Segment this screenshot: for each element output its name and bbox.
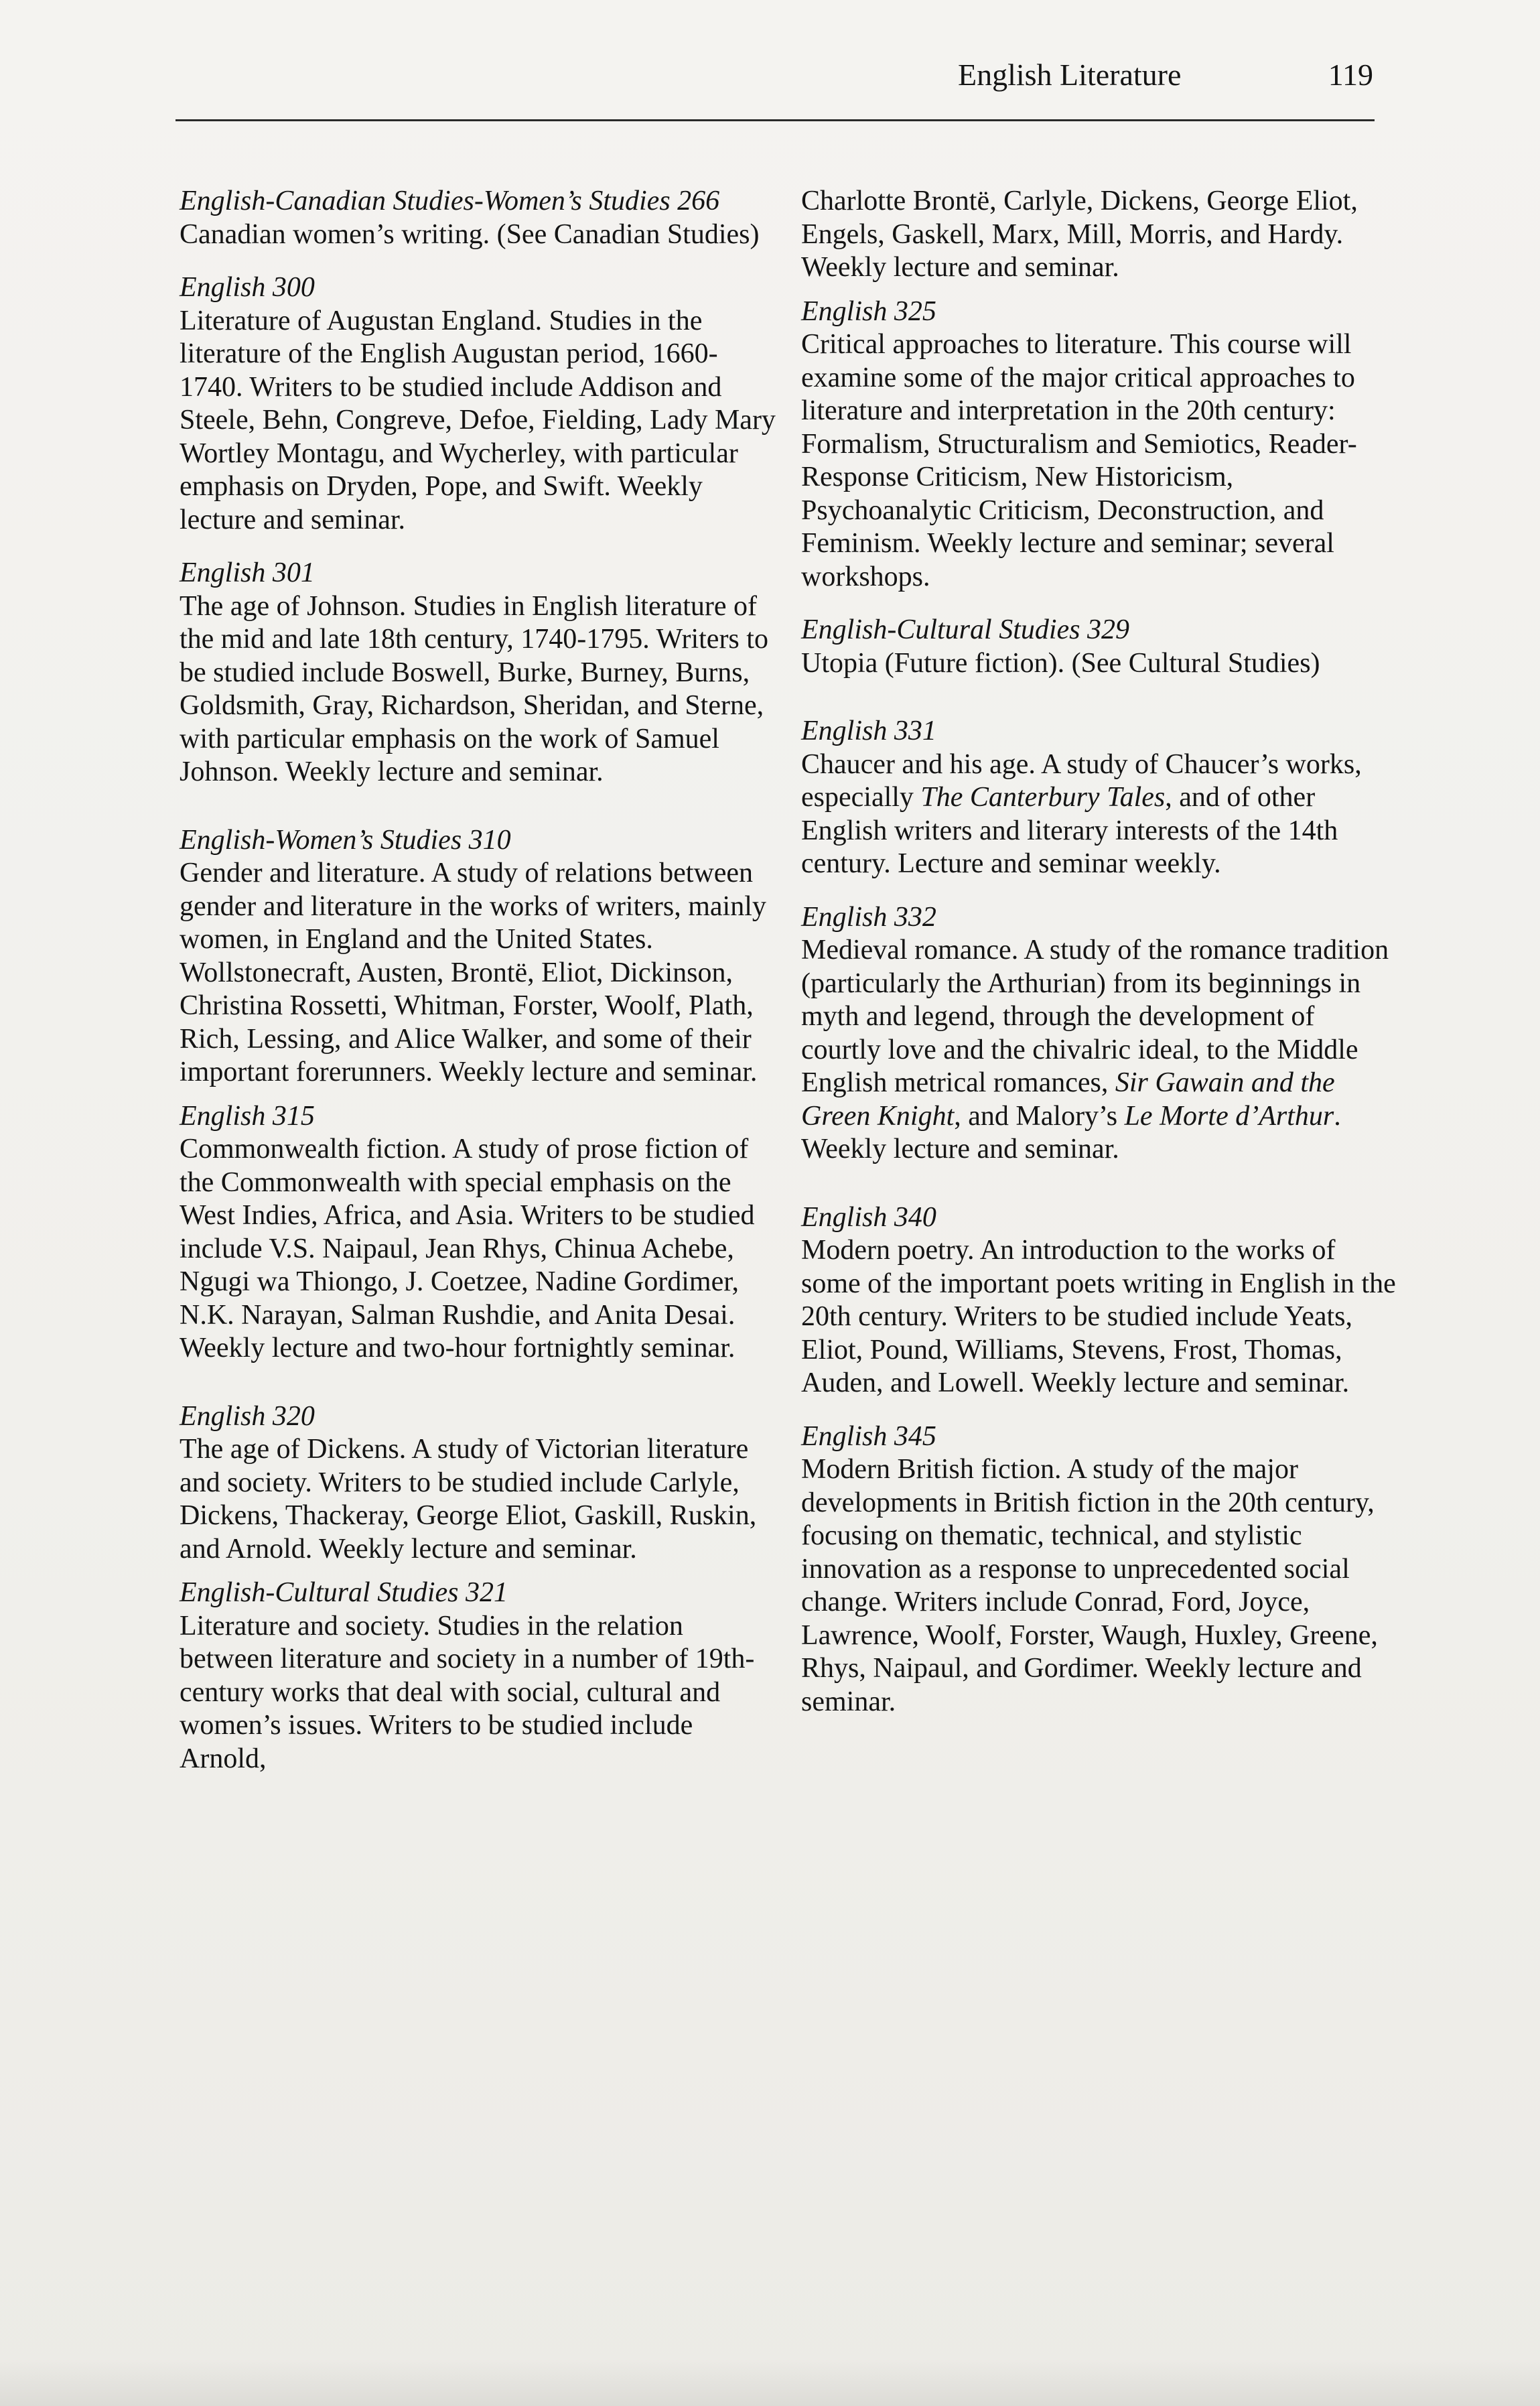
course-entry [180,1100,779,1365]
description-text: . Weekly lecture and seminar. [801,1100,1341,1164]
course-heading: English 345 [801,1420,936,1452]
course-entry [180,185,779,251]
course-description [801,934,1401,1166]
course-entry [180,557,779,789]
course-description: Commonwealth fiction. A study of prose fiction of the Commonwealth with special emphasis on the West Indies, Africa, and Asia. Writers to be studied include V.S. Naipaul, Jean Rhys, Chinua Achebe, Ngugi wa Thiongo, J. Coetzee, Nadine Gordimer, N.K. Narayan, Salman Rushdie, and Anita Desai. Weekly lecture and two-hour fortnightly seminar. [180,1134,755,1363]
course-description: The age of Johnson. Studies in English literature of the mid and late 18th century, 1740-1795. Writers to be studied include Boswell, Burke, Burney, Burns, Goldsmith, Gray, Richardson, Sheridan, and Sterne, with particular emphasis on the work of Samuel Johnson. Weekly lecture and seminar. [180,590,768,787]
course-entry [801,295,1401,594]
course-description: The age of Dickens. A study of Victorian literature and society. Writers to be studied include Carlyle, Dickens, Thackeray, George Eliot, Gaskill, Ruskin, and Arnold. Weekly lecture and seminar. [180,1434,757,1564]
course-description: Gender and literature. A study of relations between gender and literature in the works of writers, mainly women, in England and the United States. Wollstonecraft, Austen, Brontë, Eliot, Dickinson, Christina Rossetti, Whitman, Forster, Woolf, Plath, Rich, Lessing, and Alice Walker, and some of their important forerunners. Weekly lecture and seminar. [180,858,766,1087]
course-description: Canadian women’s writing. (See Canadian Studies) [180,218,760,250]
page-bottom-shadow [0,2359,1540,2406]
course-entry [180,1400,779,1566]
course-entry [801,1201,1401,1400]
work-title: Sir Gawain and the Green Knight [801,1067,1335,1132]
course-heading: English 325 [801,295,936,327]
course-entry [801,901,1401,1166]
page-number: 119 [1328,58,1373,92]
course-heading: English-Canadian Studies-Women’s Studies 266 [180,186,720,216]
course-heading: English-Cultural Studies 321 [180,1577,508,1608]
course-entry [801,614,1401,680]
course-entry [801,715,1401,881]
course-heading: English 332 [801,901,936,933]
course-heading: English 300 [180,272,315,303]
course-heading: English 320 [180,1400,315,1432]
course-description: Literature and society. Studies in the relation between literature and society in a number of 19th-century works that deal with social, cultural and women’s issues. Writers to be studied include Arnold, [180,1610,755,1774]
course-entry [180,824,779,1089]
work-title: The Canterbury Tales [920,782,1166,813]
right-column [801,185,1401,1719]
course-heading: English 301 [180,557,315,588]
course-heading: English-Cultural Studies 329 [801,614,1130,645]
course-description: Utopia (Future fiction). (See Cultural Studies) [801,647,1320,679]
description-text: Chaucer and his age. A study of Chaucer’s works, especially [801,748,1362,813]
running-head [958,48,1373,102]
course-entry [180,1577,779,1776]
work-title: Le Morte d’Arthur [1124,1100,1334,1132]
description-text: , and Malory’s [954,1100,1125,1132]
course-description: Modern poetry. An introduction to the works of some of the important poets writing in English in the 20th century. Writers to be studied include Yeats, Eliot, Pound, Williams, Stevens, Frost, Thomas, Auden, and Lowell. Weekly lecture and seminar. [801,1235,1396,1398]
course-entry [801,1420,1401,1719]
course-description: Modern British fiction. A study of the major developments in British fiction in the 20th century, focusing on thematic, technical, and stylistic innovation as a response to unprecedented social change. Writers include Conrad, Ford, Joyce, Lawrence, Woolf, Forster, Waugh, Huxley, Greene, Rhys, Naipaul, and Gordimer. Weekly lecture and seminar. [801,1454,1378,1717]
course-heading: English 340 [801,1201,936,1233]
description-text: , and of other English writers and literary interests of the 14th century. Lecture and seminar weekly. [801,782,1338,879]
course-entry-continued [801,185,1401,285]
course-description: Literature of Augustan England. Studies in the literature of the English Augustan period, 1660-1740. Writers to be studied include Addison and Steele, Behn, Congreve, Defoe, Fielding, Lady Mary Wortley Montagu, and Wycherley, with particular emphasis on Dryden, Pope, and Swift. Weekly lecture and seminar. [180,305,776,535]
course-entry [180,271,779,537]
course-description: Charlotte Brontë, Carlyle, Dickens, George Eliot, Engels, Gaskell, Marx, Mill, Morris, and Hardy. Weekly lecture and seminar. [801,186,1358,283]
running-head-title: English Literature [958,58,1182,92]
course-heading: English 315 [180,1100,315,1132]
course-heading: English 331 [801,716,936,746]
course-description: Critical approaches to literature. This course will examine some of the major critical approaches to literature and interpretation in the 20th century: Formalism, Structuralism and Semiotics, Reader-Response Criticism, New Historicism, Psychoanalytic Criticism, Deconstruction, and Feminism. Weekly lecture and seminar; several workshops. [801,329,1357,592]
header-rule [176,119,1375,121]
left-column [180,185,779,1776]
course-description [801,748,1401,881]
course-heading: English-Women’s Studies 310 [180,824,511,856]
description-text: Medieval romance. A study of the romance tradition (particularly the Arthurian) from its beginnings in myth and legend, through the development of courtly love and the chivalric ideal, to the Middle English metrical romances, [801,935,1389,1098]
